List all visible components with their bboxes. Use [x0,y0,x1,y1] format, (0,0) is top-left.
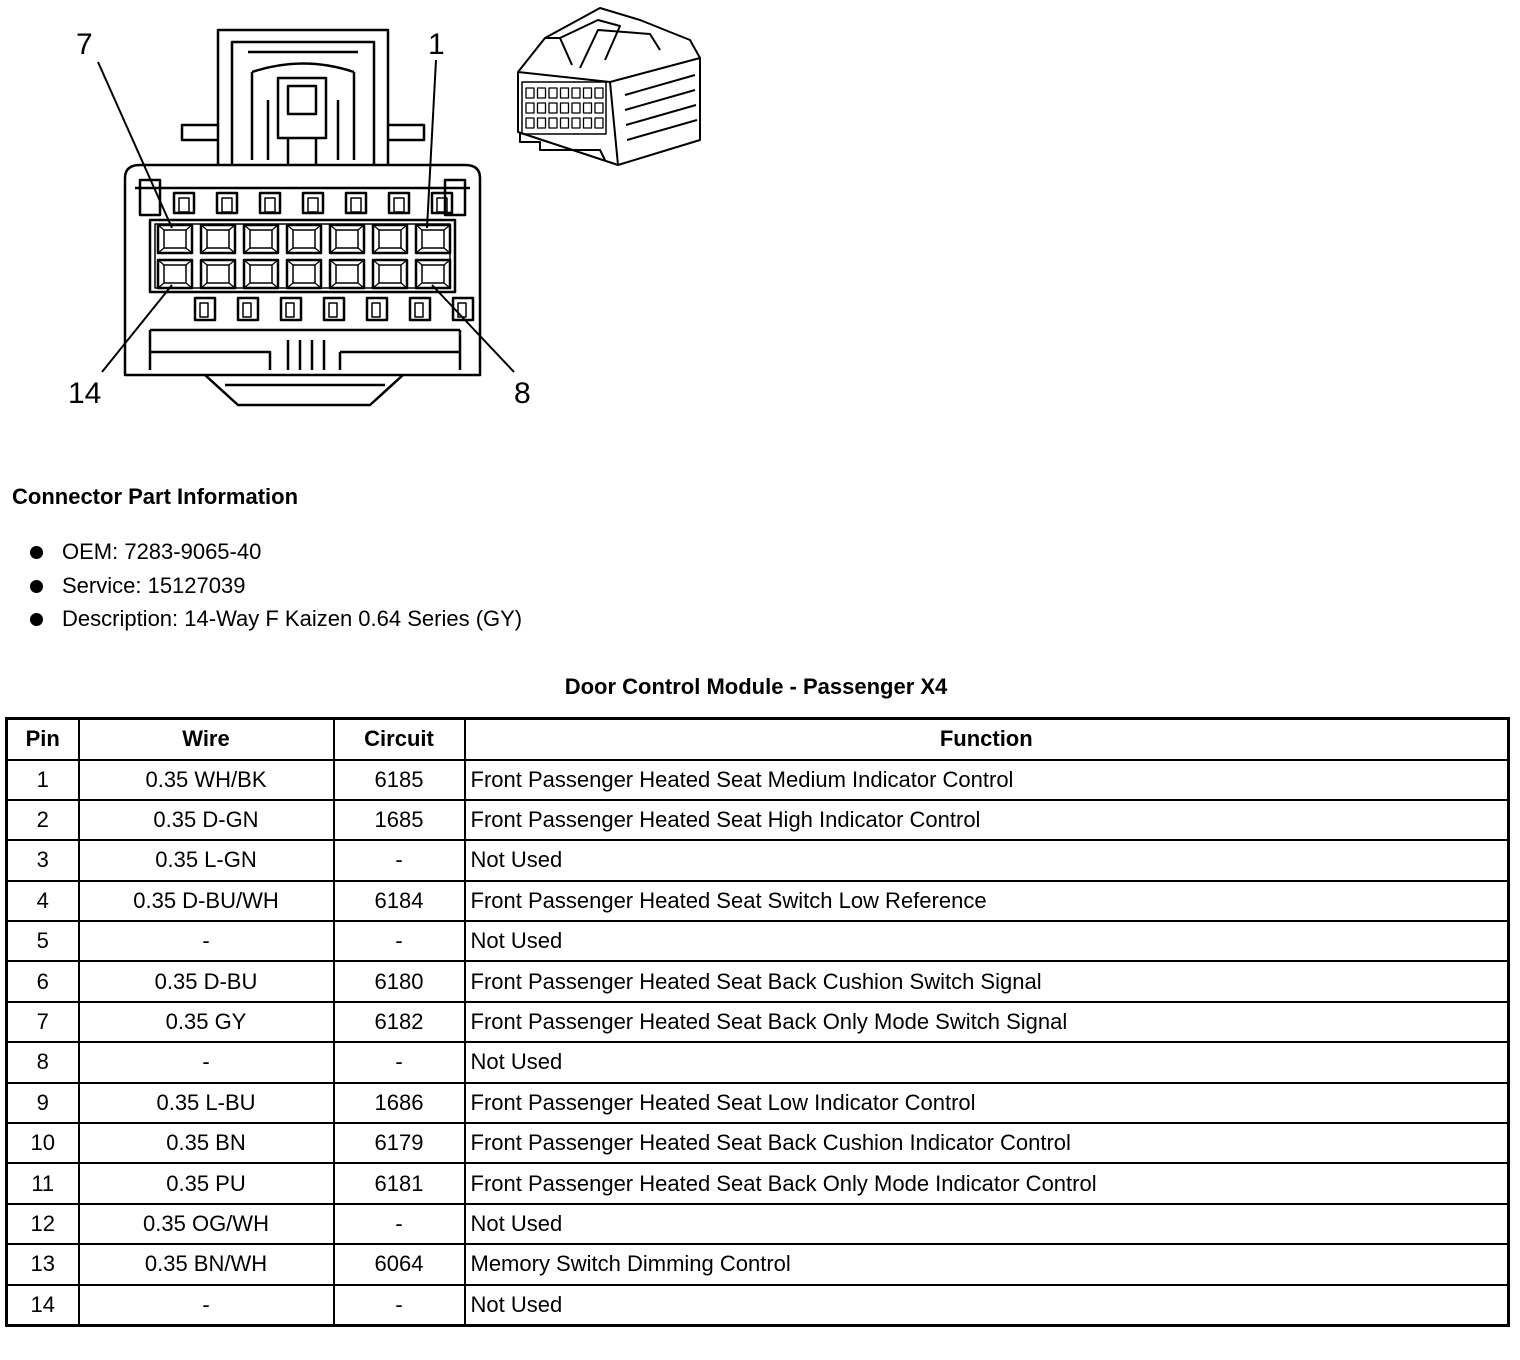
latch-window [174,193,194,213]
iso-pin [526,103,534,113]
pin-cavity [287,225,321,253]
cell-pin: 3 [7,840,79,880]
latch-window [217,193,237,213]
latch-window [346,193,366,213]
latch-window [432,193,452,213]
cell-function: Not Used [465,921,1509,961]
cell-circuit: - [334,921,465,961]
cell-wire: 0.35 D-BU [79,961,334,1001]
table-row [7,1285,1509,1326]
cell-wire: 0.35 GY [79,1002,334,1042]
iso-pin [526,88,534,98]
connector-diagram [0,0,760,440]
cell-pin: 11 [7,1163,79,1203]
cell-circuit: 1686 [334,1083,465,1123]
latch-window [410,298,430,320]
latch-window [324,298,344,320]
cell-circuit: 6184 [334,881,465,921]
pinout-table [5,717,1510,1327]
iso-pin [584,88,592,98]
pin-cavity [416,225,450,253]
cell-circuit: 6181 [334,1163,465,1203]
oem-part-number: OEM: 7283-9065-40 [30,537,522,571]
iso-pin [538,88,546,98]
cell-pin: 9 [7,1083,79,1123]
iso-pin [538,118,546,128]
cell-circuit: 6185 [334,760,465,800]
table-row [7,1204,1509,1244]
connector-description: Description: 14-Way F Kaizen 0.64 Series (GY) [30,604,522,638]
table-header-row [7,719,1509,760]
cell-pin: 13 [7,1244,79,1284]
pin-cavity [201,260,235,288]
connector-info-list [30,537,522,638]
pin-cavity [373,260,407,288]
pin-cavity [330,260,364,288]
cell-function: Not Used [465,1042,1509,1082]
iso-pin [595,103,603,113]
header-function: Function [465,719,1509,760]
cell-pin: 5 [7,921,79,961]
latch-window [260,193,280,213]
pin-cavity [244,260,278,288]
table-row [7,1042,1509,1082]
iso-pin [549,118,557,128]
cell-function: Not Used [465,1204,1509,1244]
cell-wire: 0.35 BN/WH [79,1244,334,1284]
iso-pin [526,118,534,128]
cell-circuit: 6180 [334,961,465,1001]
connector-info-heading: Connector Part Information [12,484,299,509]
cell-function: Front Passenger Heated Seat Back Only Mode Switch Signal [465,1002,1509,1042]
iso-pin [595,88,603,98]
table-row [7,800,1509,840]
iso-pin [549,88,557,98]
table-row [7,1123,1509,1163]
cell-wire: 0.35 BN [79,1123,334,1163]
cell-pin: 1 [7,760,79,800]
cell-wire: 0.35 WH/BK [79,760,334,800]
cell-pin: 2 [7,800,79,840]
cell-circuit: - [334,1042,465,1082]
table-row [7,881,1509,921]
iso-pin [584,118,592,128]
cell-circuit: 6179 [334,1123,465,1163]
pin-7-label: 7 [76,28,93,61]
pin-14-label: 14 [68,377,102,410]
iso-pin [572,88,580,98]
cell-wire: 0.35 L-GN [79,840,334,880]
iso-pin [538,103,546,113]
table-row [7,840,1509,880]
iso-pin [572,103,580,113]
table-row [7,1083,1509,1123]
cell-circuit: - [334,840,465,880]
cell-pin: 12 [7,1204,79,1244]
cell-wire: 0.35 PU [79,1163,334,1203]
iso-pin [595,118,603,128]
pin-cavity [330,225,364,253]
pin-cavity [287,260,321,288]
connector-isometric-icon [518,8,700,165]
pin-8-label: 8 [514,377,531,410]
cell-function: Front Passenger Heated Seat Back Cushion Switch Signal [465,961,1509,1001]
latch-window [367,298,387,320]
latch-window [389,193,409,213]
header-pin: Pin [7,719,79,760]
table-title: Door Control Module - Passenger X4 [564,674,948,699]
pin-cavity [244,225,278,253]
cell-wire: 0.35 L-BU [79,1083,334,1123]
cell-function: Memory Switch Dimming Control [465,1244,1509,1284]
latch-window [238,298,258,320]
iso-pin [561,103,569,113]
cell-circuit: 6064 [334,1244,465,1284]
cell-function: Not Used [465,1285,1509,1326]
iso-pin [561,118,569,128]
pin-cavity [201,225,235,253]
cell-pin: 8 [7,1042,79,1082]
latch-window [195,298,215,320]
cell-circuit: - [334,1204,465,1244]
pin-cavity [158,260,192,288]
cell-circuit: 1685 [334,800,465,840]
latch-window [303,193,323,213]
table-row [7,1244,1509,1284]
cell-pin: 6 [7,961,79,1001]
cell-pin: 10 [7,1123,79,1163]
cell-function: Front Passenger Heated Seat Back Only Mode Indicator Control [465,1163,1509,1203]
cell-circuit: 6182 [334,1002,465,1042]
iso-pin [561,88,569,98]
cell-pin: 7 [7,1002,79,1042]
cell-function: Front Passenger Heated Seat Switch Low Reference [465,881,1509,921]
cell-pin: 4 [7,881,79,921]
pin-cavity [158,225,192,253]
service-part-number: Service: 15127039 [30,571,522,605]
iso-pin [584,103,592,113]
table-row [7,1163,1509,1203]
table-row [7,760,1509,800]
table-row [7,961,1509,1001]
latch-window [281,298,301,320]
table-row [7,921,1509,961]
cell-function: Front Passenger Heated Seat Back Cushion Indicator Control [465,1123,1509,1163]
pin-cavity [373,225,407,253]
iso-pin [572,118,580,128]
pin-1-label: 1 [428,28,445,61]
cell-circuit: - [334,1285,465,1326]
cell-wire: - [79,1285,334,1326]
table-row [7,1002,1509,1042]
cell-wire: 0.35 OG/WH [79,1204,334,1244]
cell-function: Front Passenger Heated Seat Low Indicator Control [465,1083,1509,1123]
cell-wire: - [79,921,334,961]
cell-pin: 14 [7,1285,79,1326]
cell-function: Front Passenger Heated Seat High Indicator Control [465,800,1509,840]
cell-function: Not Used [465,840,1509,880]
header-circuit: Circuit [334,719,465,760]
cell-function: Front Passenger Heated Seat Medium Indicator Control [465,760,1509,800]
cell-wire: 0.35 D-BU/WH [79,881,334,921]
cell-wire: 0.35 D-GN [79,800,334,840]
connector-face-icon [98,30,514,405]
header-wire: Wire [79,719,334,760]
cell-wire: - [79,1042,334,1082]
iso-pin [549,103,557,113]
pin-cavity [416,260,450,288]
